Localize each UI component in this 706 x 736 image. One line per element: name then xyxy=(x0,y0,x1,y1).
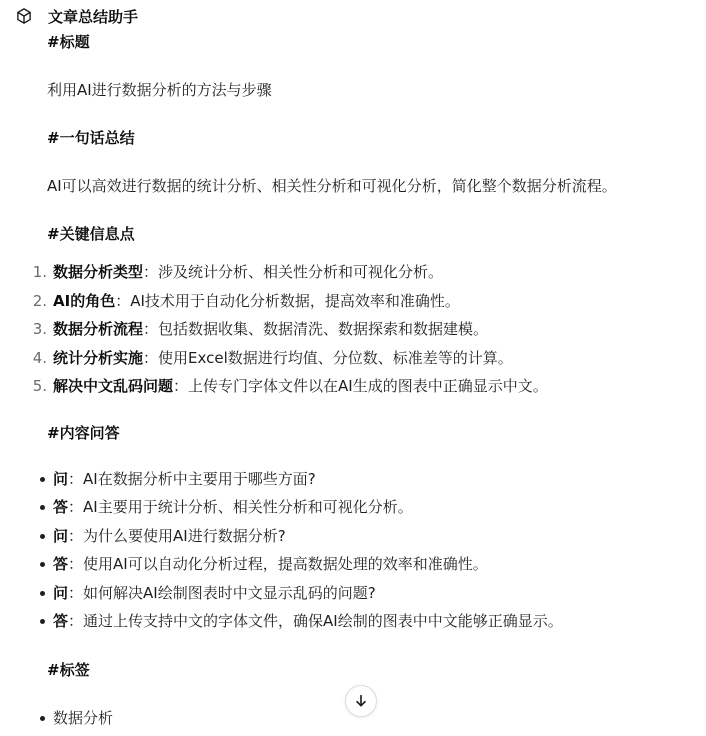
openai-logo-icon xyxy=(14,6,34,26)
qa-text: 通过上传支持中文的字体文件，确保AI绘制的图表中中文能够正确显示。 xyxy=(83,612,563,630)
keypoint-text: 涉及统计分析、相关性分析和可视化分析。 xyxy=(158,263,444,281)
separator: ： xyxy=(68,498,84,516)
qa-text: AI主要用于统计分析、相关性分析和可视化分析。 xyxy=(83,498,413,516)
list-number: 1. xyxy=(32,263,47,281)
separator: ： xyxy=(143,263,159,281)
qa-key: 问 xyxy=(53,469,69,488)
qa-key: 答 xyxy=(53,612,69,630)
keypoint-item xyxy=(32,315,686,344)
keypoint-item xyxy=(32,344,686,373)
separator: ： xyxy=(115,291,131,310)
title-text: 利用AI进行数据分析的方法与步骤 xyxy=(47,81,272,99)
assistant-name: 文章总结助手 xyxy=(48,7,139,26)
separator: ： xyxy=(68,555,84,573)
keypoint-text: 使用Excel数据进行均值、分位数、标准差等的计算。 xyxy=(158,348,513,367)
list-number: 4. xyxy=(32,348,47,367)
message-content xyxy=(32,30,686,732)
keypoint-item xyxy=(32,372,686,401)
bullet-dot xyxy=(40,619,45,624)
keypoint-key: 数据分析流程 xyxy=(53,320,144,338)
keypoint-key: 解决中文乱码问题 xyxy=(53,377,174,395)
arrow-down-icon xyxy=(353,693,369,709)
keypoints-list xyxy=(32,258,686,401)
keypoint-text: AI技术用于自动化分析数据，提高效率和准确性。 xyxy=(130,291,460,310)
bullet-dot xyxy=(40,534,45,539)
tag-text: 数据分析 xyxy=(53,708,114,727)
separator: ： xyxy=(68,612,84,630)
tags-heading: #标签 xyxy=(47,660,90,679)
qa-key: 问 xyxy=(53,583,69,602)
bullet-dot xyxy=(40,716,45,721)
bullet-dot xyxy=(40,562,45,567)
keypoint-key: 统计分析实施 xyxy=(53,348,144,367)
title-heading: #标题 xyxy=(47,33,90,51)
qa-heading: #内容问答 xyxy=(47,423,120,442)
qa-item xyxy=(47,550,686,579)
keypoint-key: 数据分析类型 xyxy=(53,263,144,281)
qa-item xyxy=(47,579,686,608)
qa-text: AI在数据分析中主要用于哪些方面? xyxy=(83,469,316,488)
separator: ： xyxy=(68,526,84,545)
bullet-dot xyxy=(40,591,45,596)
keypoint-key: AI的角色 xyxy=(53,291,116,310)
scroll-to-bottom-button[interactable] xyxy=(345,685,377,717)
separator: ： xyxy=(68,469,84,488)
list-number: 3. xyxy=(32,320,47,338)
keypoint-text: 包括数据收集、数据清洗、数据探索和数据建模。 xyxy=(158,320,489,338)
keypoints-heading: #关键信息点 xyxy=(47,225,135,243)
qa-item xyxy=(47,465,686,494)
bullet-dot xyxy=(40,477,45,482)
summary-text: AI可以高效进行数据的统计分析、相关性分析和可视化分析，简化整个数据分析流程。 xyxy=(47,177,617,195)
qa-list xyxy=(47,465,686,636)
keypoint-item xyxy=(32,258,686,287)
list-number: 2. xyxy=(32,291,47,310)
qa-text: 使用AI可以自动化分析过程，提高数据处理的效率和准确性。 xyxy=(83,555,488,573)
list-number: 5. xyxy=(32,377,47,395)
qa-key: 问 xyxy=(53,526,69,545)
separator: ： xyxy=(173,377,189,395)
summary-heading: #一句话总结 xyxy=(47,129,135,147)
qa-item xyxy=(47,522,686,551)
qa-text: 如何解决AI绘制图表时中文显示乱码的问题? xyxy=(83,583,376,602)
keypoint-item xyxy=(32,287,686,316)
separator: ： xyxy=(143,320,159,338)
separator: ： xyxy=(143,348,159,367)
assistant-header xyxy=(14,4,138,28)
keypoint-text: 上传专门字体文件以在AI生成的图表中正确显示中文。 xyxy=(188,377,548,395)
qa-item xyxy=(47,607,686,636)
separator: ： xyxy=(68,583,84,602)
qa-key: 答 xyxy=(53,498,69,516)
qa-item xyxy=(47,493,686,522)
bullet-dot xyxy=(40,505,45,510)
qa-text: 为什么要使用AI进行数据分析? xyxy=(83,526,286,545)
qa-key: 答 xyxy=(53,555,69,573)
